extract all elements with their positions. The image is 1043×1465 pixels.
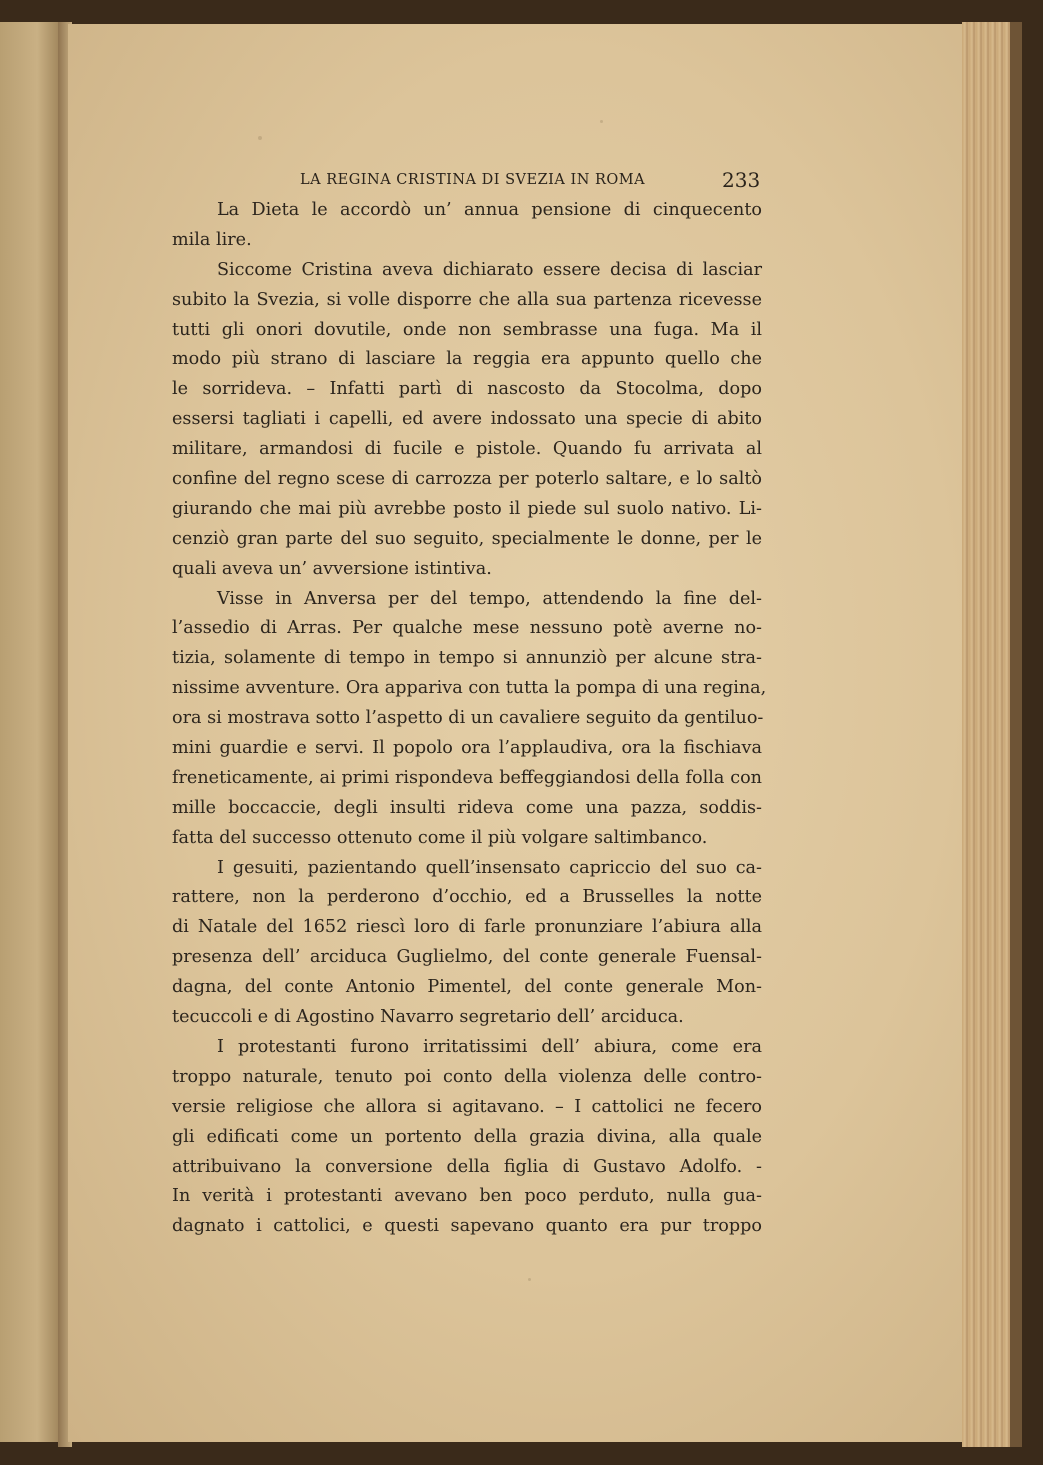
- text-line: tecuccoli e di Agostino Navarro segretario dell’ arciduca.: [172, 1007, 684, 1028]
- text-line: quali aveva un’ avversione istintiva.: [172, 558, 492, 579]
- text-line: versie religiose che allora si agitavano. – I cattolici ne fecero: [172, 1096, 762, 1117]
- text-line: freneticamente, ai primi rispondeva beffeggiandosi della folla con: [172, 767, 762, 788]
- left-page-edge: [0, 22, 62, 1442]
- text-line: essersi tagliati i capelli, ed avere indossato una specie di abito: [172, 409, 762, 430]
- text-line: subito la Svezia, si volle disporre che alla sua partenza ricevesse: [172, 289, 762, 310]
- text-line: confine del regno scese di carrozza per poterlo saltare, e lo saltò: [172, 469, 762, 490]
- text-line: I gesuiti, pazientando quell’insensato capriccio del suo ca-: [217, 857, 762, 878]
- text-line: di Natale del 1652 riescì loro di farle pronunziare l’abiura alla: [172, 917, 762, 938]
- text-line: rattere, non la perderono d’occhio, ed a Brusselles la notte: [172, 887, 762, 908]
- page-edge-shadow: [1010, 22, 1022, 1447]
- text-line: La Dieta le accordò un’ annua pensione di cinquecento: [217, 200, 762, 220]
- text-line: le sorrideva. – Infatti partì di nascosto da Stocolma, dopo: [172, 379, 762, 400]
- body-text: [172, 196, 767, 1242]
- text-line: militare, armandosi di fucile e pistole. Quando fu arrivata al: [172, 439, 762, 460]
- foxing-spot: [600, 120, 603, 123]
- text-line: nissime avventure. Ora appariva con tutta la pompa di una regina,: [172, 678, 767, 699]
- running-head: LA REGINA CRISTINA DI SVEZIA IN ROMA: [300, 172, 646, 188]
- text-line: Siccome Cristina aveva dichiarato essere decisa di lasciar: [217, 259, 762, 280]
- text-line: giurando che mai più avrebbe posto il piede sul suolo nativo. Li-: [172, 498, 762, 519]
- text-line: gli edificati come un portento della grazia divina, alla quale: [172, 1126, 762, 1147]
- text-line: attribuivano la conversione della figlia di Gustavo Adolfo. -: [172, 1156, 762, 1177]
- text-line: l’assedio di Arras. Per qualche mese nessuno potè averne no-: [172, 618, 762, 639]
- text-line: dagna, del conte Antonio Pimentel, del conte generale Mon-: [172, 977, 762, 998]
- text-line: modo più strano di lasciare la reggia era appunto quello che: [172, 349, 762, 370]
- text-line: ora si mostrava sotto l’aspetto di un cavaliere seguito da gentiluo-: [172, 708, 764, 729]
- text-line: fatta del successo ottenuto come il più volgare saltimbanco.: [172, 827, 708, 848]
- text-line: tizia, solamente di tempo in tempo si annunziò per alcune stra-: [172, 648, 762, 669]
- text-line: presenza dell’ arciduca Guglielmo, del conte generale Fuensal-: [172, 947, 762, 968]
- text-line: In verità i protestanti avevano ben poco perduto, nulla gua-: [172, 1186, 762, 1207]
- foxing-spot: [528, 1278, 531, 1281]
- foxing-spot: [258, 136, 262, 140]
- text-line: Visse in Anversa per del tempo, attendendo la fine del-: [217, 588, 762, 609]
- text-line: mini guardie e servi. Il popolo ora l’applaudiva, ora la fischiava: [172, 738, 762, 759]
- text-line: I protestanti furono irritatissimi dell’ abiura, come era: [217, 1036, 762, 1057]
- text-line: dagnato i cattolici, e questi sapevano quanto era pur troppo: [172, 1216, 762, 1237]
- text-line: tutti gli onori dovutile, onde non sembrasse una fuga. Ma il: [172, 319, 762, 340]
- page-number: 233: [722, 168, 761, 192]
- text-line: troppo naturale, tenuto poi conto della violenza delle contro-: [172, 1066, 762, 1087]
- text-line: mila lire.: [172, 229, 252, 250]
- text-line: cenziò gran parte del suo seguito, specialmente le donne, per le: [172, 528, 762, 549]
- text-line: mille boccaccie, degli insulti rideva come una pazza, soddis-: [172, 797, 762, 818]
